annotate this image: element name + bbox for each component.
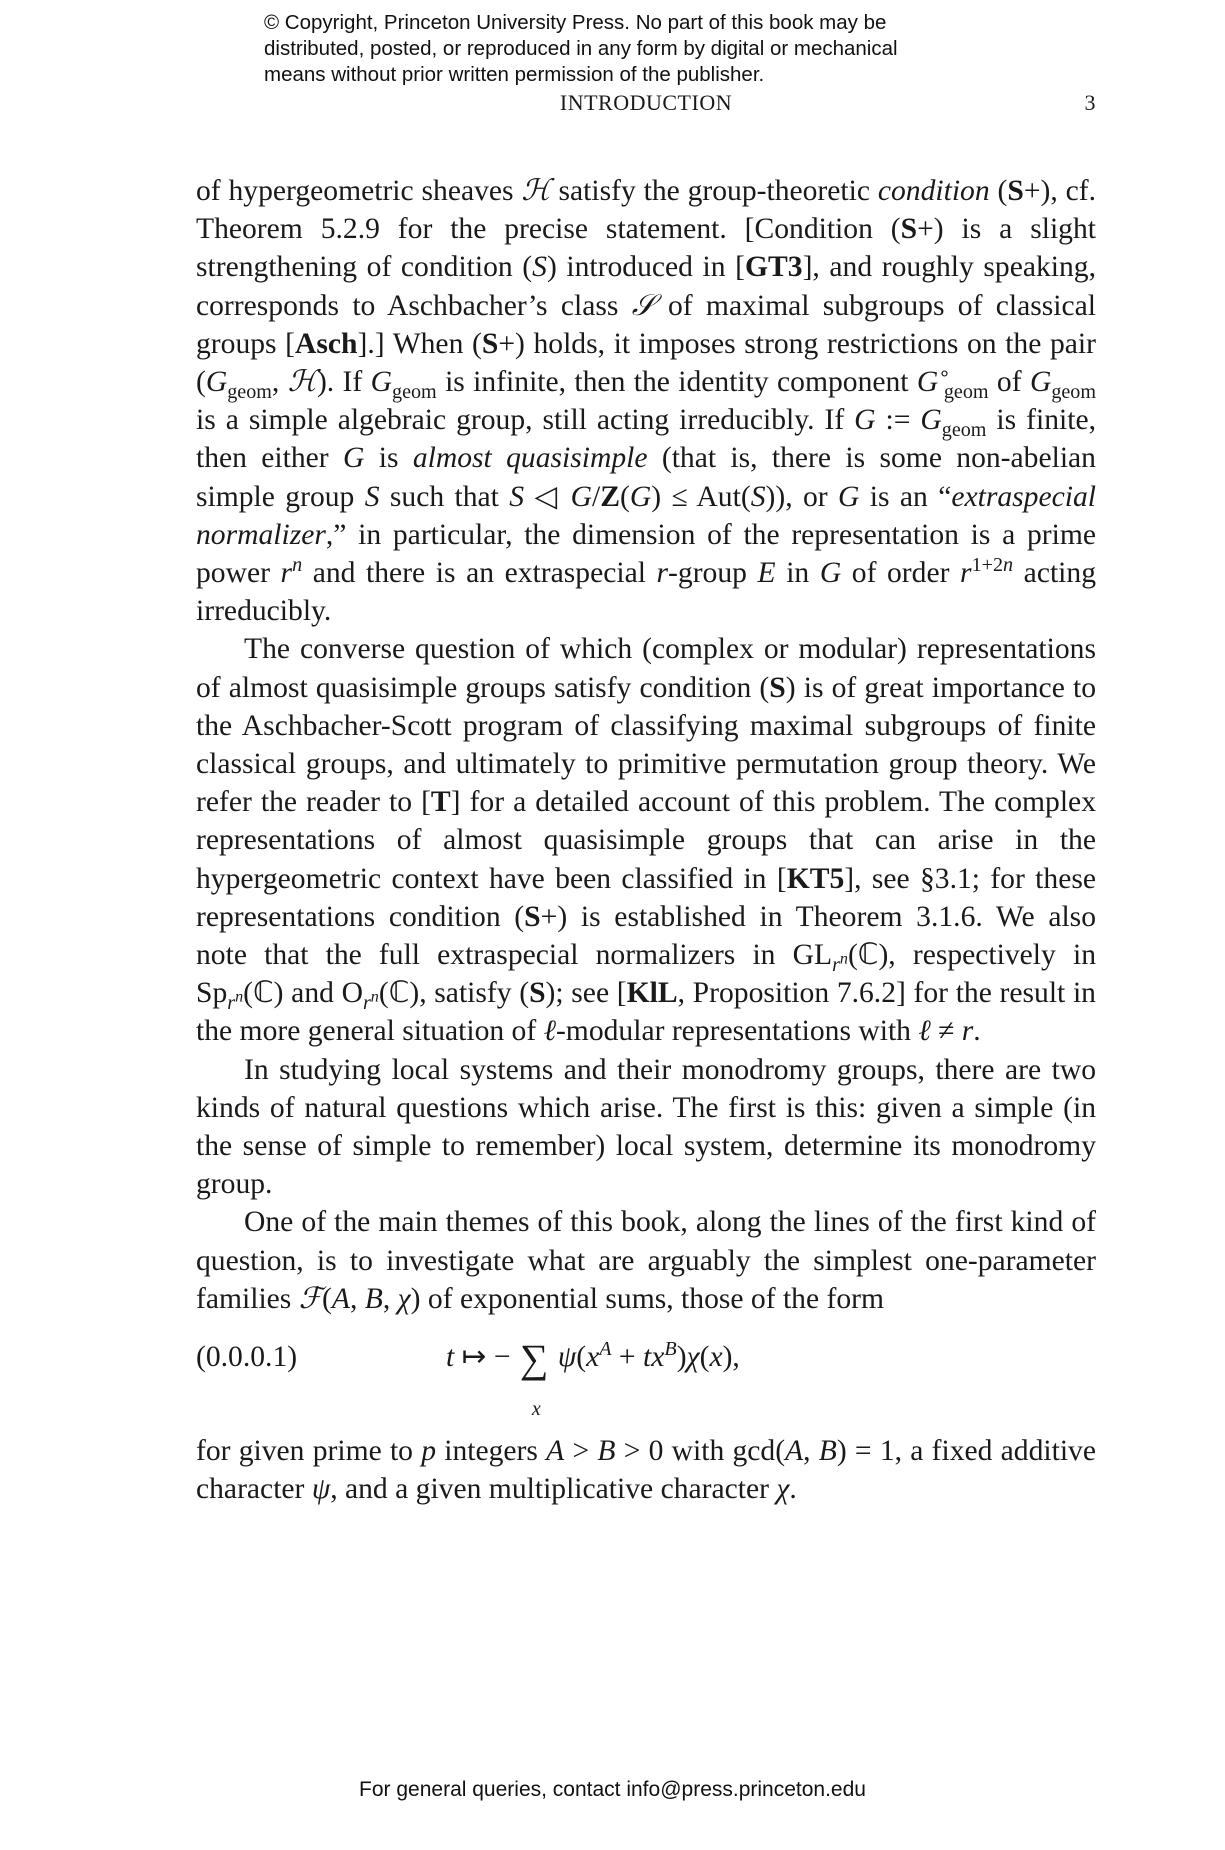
equation-0-0-0-1 xyxy=(196,1330,1096,1422)
page-number: 3 xyxy=(1084,90,1096,115)
equation-number: (0.0.0.1) xyxy=(196,1341,298,1374)
copyright-line: means without prior written permission of the publisher. xyxy=(264,63,765,86)
copyright-line: © Copyright, Princeton University Press. No part of this book may be xyxy=(264,11,887,34)
running-head xyxy=(196,90,1096,120)
chapter-title: INTRODUCTION xyxy=(559,90,733,115)
copyright-line: distributed, posted, or reproduced in any form by digital or mechanical xyxy=(264,37,898,60)
summation-index: x xyxy=(531,1398,541,1421)
body-text xyxy=(196,172,1096,1509)
summation-sign: ∑ x xyxy=(520,1340,549,1378)
paragraph-4: One of the main themes of this book, along the lines of the first kind of question, is to investigate what are arguably the simplest one-parameter families ℱ(A, B, χ) of exponential sums, those of the form xyxy=(196,1206,1096,1315)
paragraph-1: of hypergeometric sheaves ℋ satisfy the group-theoretic condition (S+), cf. Theorem 5.2.9 for the precise statement. [Condition (S+) is a slight strengthening of condition (S) introduced in [GT3], and roughly speaking, corresponds to Aschbacher’s class 𝒮 of maximal subgroups of classical groups [Asch].] When (S+) holds, it imposes strong restrictions on the pair ($G_{geom}$, ℋ). If $G_{geom}$ is infinite, then the identity component $G^\circ_{geom}$ of $G_{geom}$ is a simple algebraic group, still acting irreducibly. If G := $G_{geom}$ is finite, then either G is almost quasisimple (that is, there is some non-abelian simple group S such that S ◁ G/Z(G) ≤ Aut(S)), or G is an “extraspecial normalizer,” in particular, the dimension of the representation is a prime power $r^n$ and there is an extraspecial r-group E in G of order $r^{1+2n}$ acting irreducibly. xyxy=(196,175,1097,628)
copyright-notice xyxy=(264,10,1024,88)
paragraph-3: In studying local systems and their monodromy groups, there are two kinds of natural questions which arise. The first is this: given a simple (in the sense of simple to remember) local system, determine its monodromy group. xyxy=(196,1053,1096,1201)
equation-body: t ↦ − ∑ x $\psi(x^A + tx^B)\chi(x)$, xyxy=(446,1338,740,1378)
paragraph-2: The converse question of which (complex or modular) representations of almost quasisimple groups satisfy condition (S) is of great importance to the Aschbacher-Scott program of classifying maximal subgroups of finite classical groups, and ultimately to primitive permutation group theory. We refer the reader to [T] for a detailed account of this problem. The complex representations of almost quasisimple groups that can arise in the hypergeometric context have been classified in [KT5], see §3.1; for these representations condition (S+) is established in Theorem 3.1.6. We also note that the full extraspecial normalizers in $GL_{r^n}(ℂ)$, respectively in $Sp_{r^n}(ℂ)$ and $O_{r^n}(ℂ)$, satisfy (S); see [KlL, Proposition 7.6.2] for the result in the more general situation of ℓ-modular representations with ℓ ≠ r. xyxy=(196,633,1096,1048)
paragraph-5: for given prime to p integers A > B > 0 with gcd(A, B) = 1, a fixed additive character ψ, and a given multiplicative character χ. xyxy=(196,1435,1096,1506)
footer-contact: For general queries, contact info@press.princeton.edu xyxy=(359,1778,866,1801)
